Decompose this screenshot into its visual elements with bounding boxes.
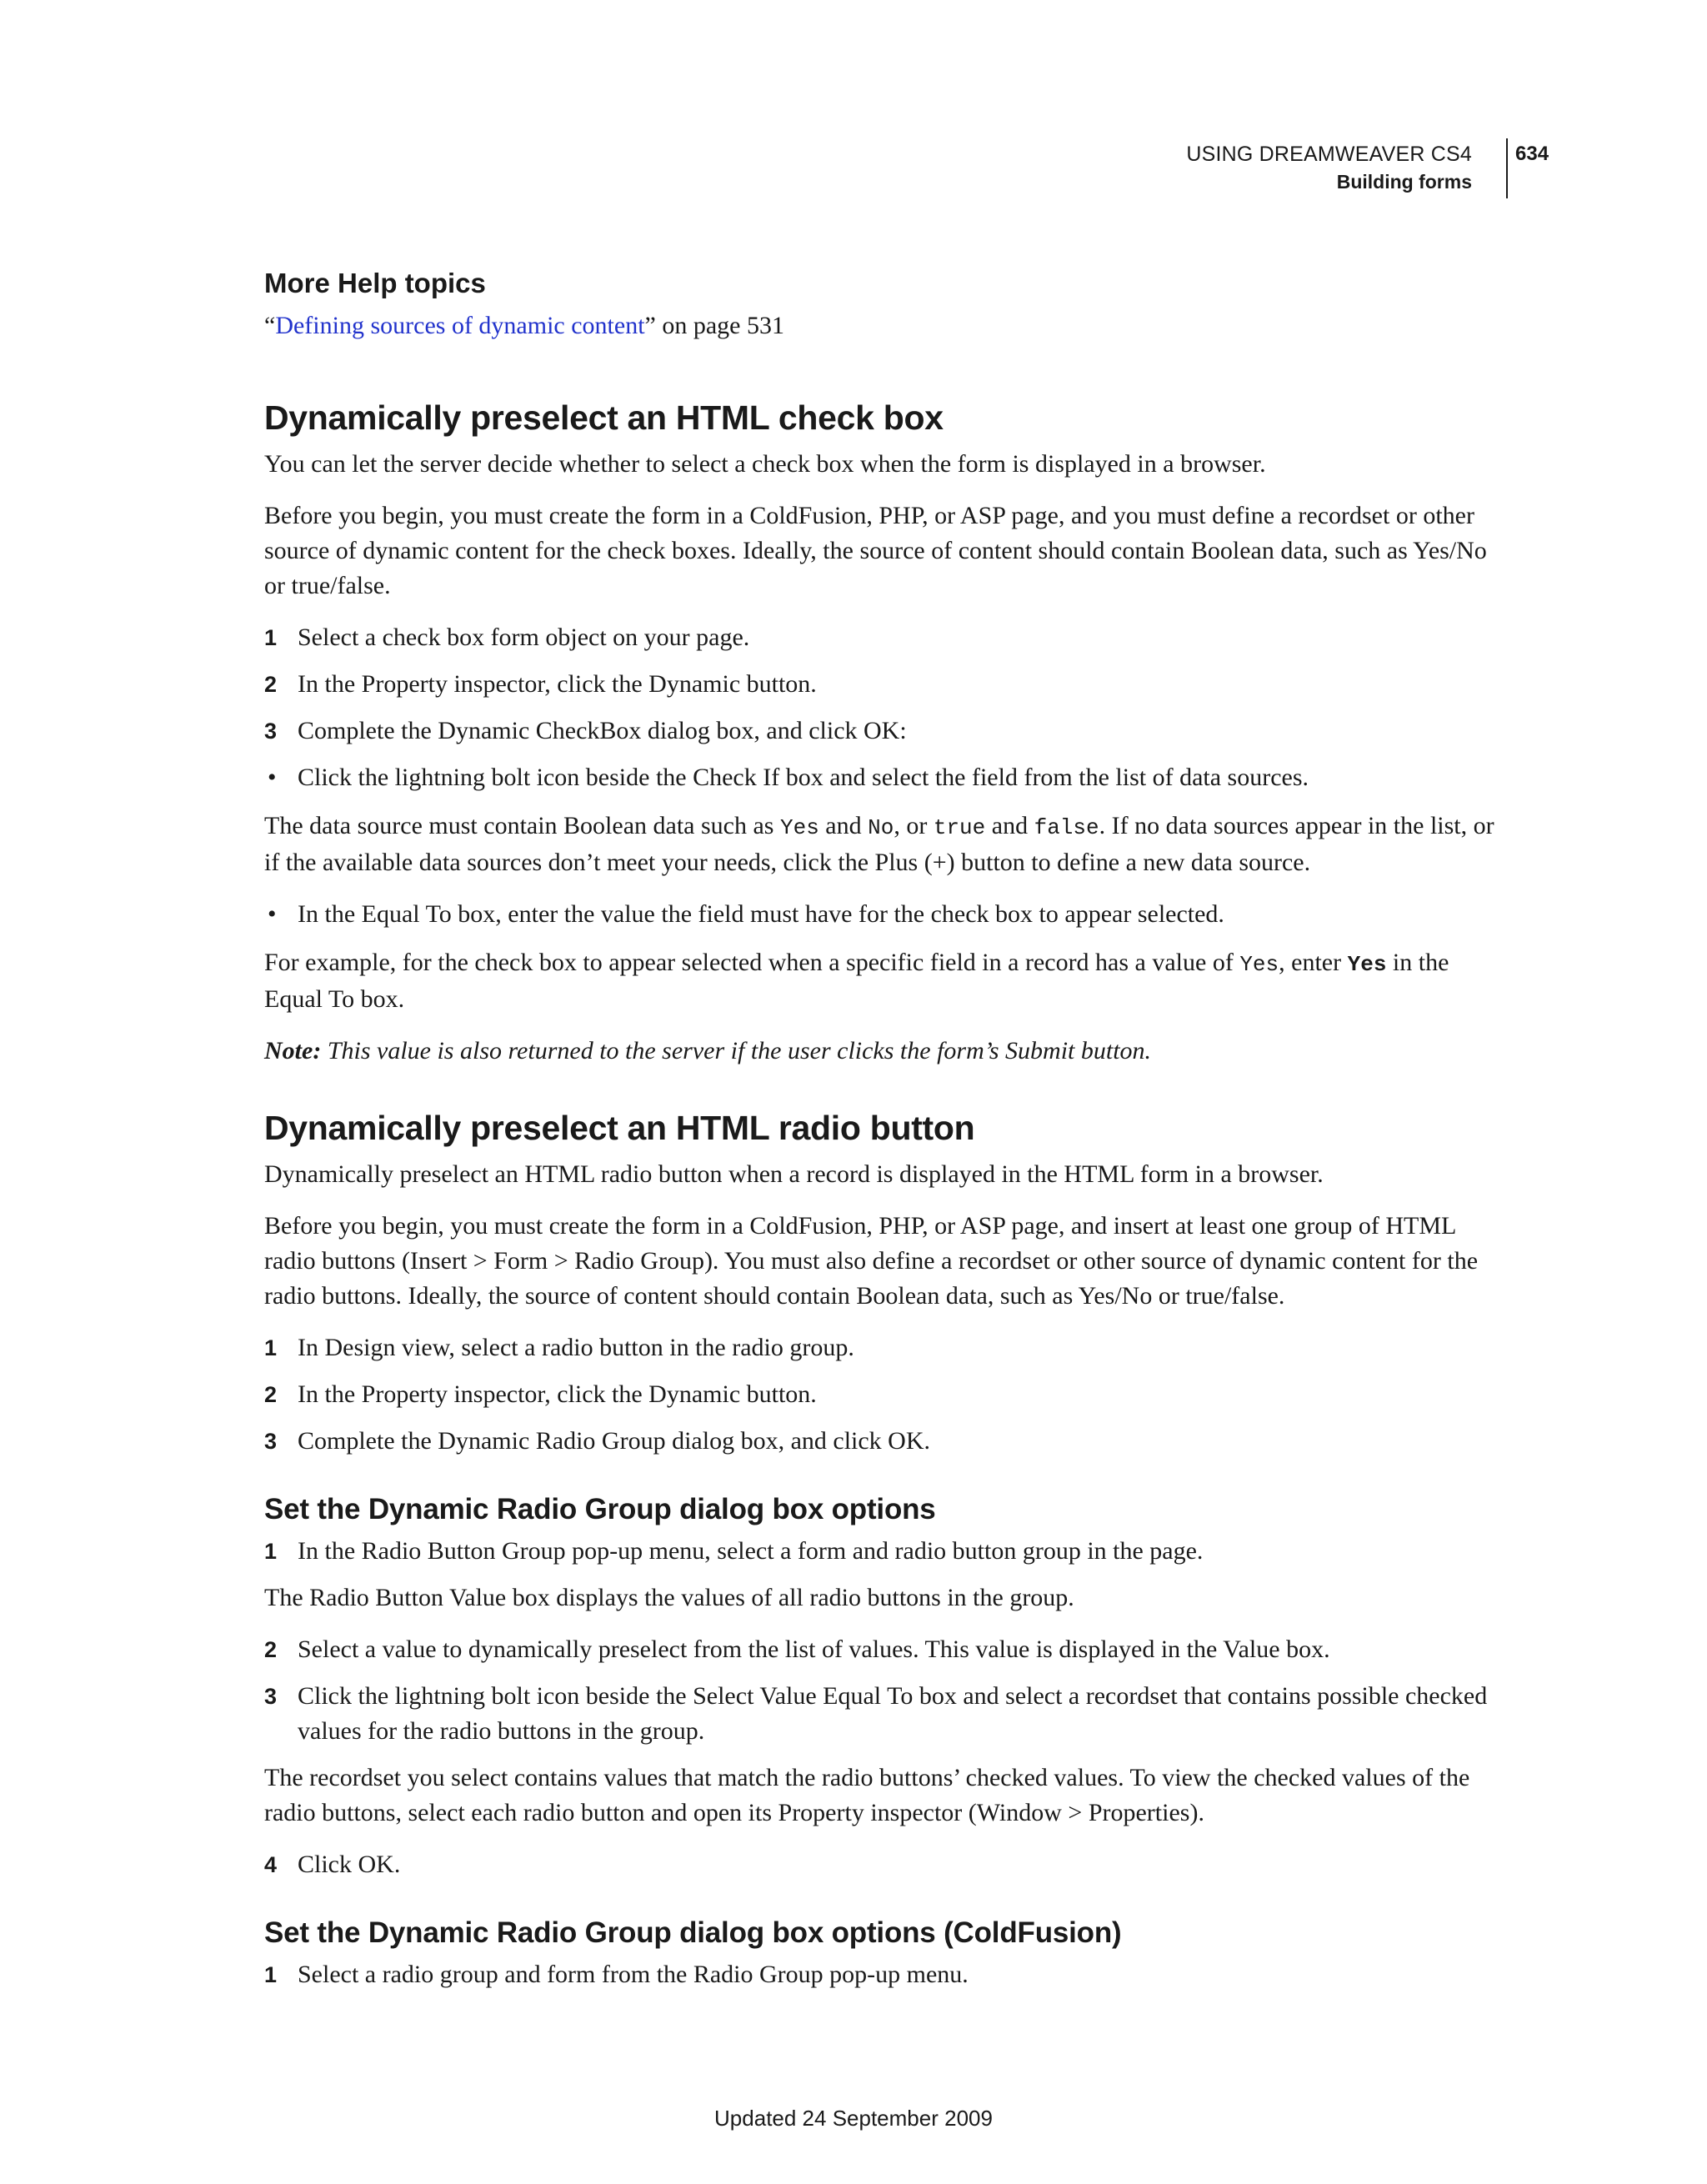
code-no: No	[868, 815, 894, 840]
step-number: 1	[264, 1539, 278, 1564]
code-true: true	[933, 815, 986, 840]
checkbox-bullet-equal-to	[264, 897, 1498, 932]
radio-step-2	[264, 1377, 1498, 1412]
step-text: Select a value to dynamically preselect from the list of values. This value is displayed in the Value box.	[298, 1635, 1330, 1663]
checkbox-step-2	[264, 667, 1498, 702]
running-header	[1186, 140, 1472, 195]
page-reference: ” on page 531	[644, 312, 784, 339]
header-divider	[1506, 138, 1508, 198]
more-help-heading: More Help topics	[264, 268, 486, 298]
checkbox-before-you-begin: Before you begin, you must create the form in a ColdFusion, PHP, or ASP page, and you must define a recordset or other source of dynamic content for the check boxes. Ideally, the source of content should contain Boolean data, such as Yes/No or true/false.	[264, 502, 1487, 599]
step-number: 1	[264, 1335, 278, 1360]
options-step-2	[264, 1632, 1498, 1667]
checkbox-bullet-check-if	[264, 760, 1498, 795]
bullet-dot: •	[268, 900, 277, 928]
dynamic-content-link[interactable]: Defining sources of dynamic content	[275, 312, 645, 339]
book-title: USING DREAMWEAVER CS4	[1186, 143, 1472, 166]
step-text: In the Radio Button Group pop-up menu, select a form and radio button group in the page.	[298, 1537, 1204, 1565]
step-number: 3	[264, 1429, 278, 1454]
text-run: The data source must contain Boolean data such as	[264, 812, 780, 839]
step-number: 2	[264, 1382, 278, 1407]
bullet-text: In the Equal To box, enter the value the field must have for the check box to appear selected.	[298, 900, 1224, 928]
checkbox-intro: You can let the server decide whether to select a check box when the form is displayed in a browser.	[264, 450, 1266, 478]
step-number: 2	[264, 672, 278, 697]
radio-intro: Dynamically preselect an HTML radio button when a record is displayed in the HTML form in a browser.	[264, 1160, 1324, 1188]
radio-step-3	[264, 1424, 1498, 1459]
checkbox-step-3	[264, 714, 1498, 749]
data-source-paragraph	[264, 809, 1498, 880]
step-number: 3	[264, 719, 278, 744]
coldfusion-section-heading: Set the Dynamic Radio Group dialog box options (ColdFusion)	[264, 1916, 1122, 1949]
code-yes: Yes	[779, 815, 819, 840]
bullet-text: Click the lightning bolt icon beside the Check If box and select the field from the list of data sources.	[298, 764, 1309, 791]
step-text: Click the lightning bolt icon beside the Select Value Equal To box and select a recordset that contains possible checked values for the radio buttons in the group.	[298, 1682, 1488, 1745]
step-number: 3	[264, 1684, 278, 1709]
step-text: In Design view, select a radio button in the radio group.	[298, 1334, 854, 1361]
step-text: Complete the Dynamic CheckBox dialog box, and click OK:	[298, 717, 907, 744]
note-text: This value is also returned to the server if the user clicks the form’s Submit button.	[321, 1037, 1152, 1064]
radio-before-you-begin: Before you begin, you must create the form in a ColdFusion, PHP, or ASP page, and insert at least one group of HTML radio buttons (Insert > Form > Radio Group). You must also define a recordset or other source of dynamic content for the radio buttons. Ideally, the source of content should contain Boolean data, such as Yes/No or true/false.	[264, 1212, 1479, 1310]
bullet-dot: •	[268, 764, 277, 791]
page-content	[264, 265, 1498, 2004]
step-number: 1	[264, 1962, 278, 1987]
example-paragraph	[264, 945, 1498, 1017]
text-run: , enter	[1279, 949, 1348, 976]
footer-updated-date: Updated 24 September 2009	[714, 2106, 993, 2131]
more-help-reference	[264, 308, 1498, 343]
value-box-paragraph: The Radio Button Value box displays the values of all radio buttons in the group.	[264, 1584, 1074, 1611]
open-quote: “	[264, 312, 276, 339]
text-run: and	[985, 812, 1034, 839]
code-yes-enter: Yes	[1347, 952, 1387, 977]
options-step-4	[264, 1847, 1498, 1882]
step-text: Complete the Dynamic Radio Group dialog box, and click OK.	[298, 1427, 931, 1455]
note-paragraph	[264, 1034, 1498, 1069]
options-step-1	[264, 1534, 1498, 1569]
text-run: For example, for the check box to appear selected when a specific field in a record has a value of	[264, 949, 1240, 976]
step-text: In the Property inspector, click the Dynamic button.	[298, 1380, 817, 1408]
options-section-heading: Set the Dynamic Radio Group dialog box options	[264, 1493, 936, 1525]
code-yes-value: Yes	[1239, 952, 1279, 977]
checkbox-section-heading: Dynamically preselect an HTML check box	[264, 398, 944, 437]
text-run: . If no data sources appear in the list, or if the available data sources don’t meet your needs, click the Plus (+) button to define a new data source.	[264, 812, 1494, 876]
step-text: Select a check box form object on your page.	[298, 624, 750, 651]
coldfusion-step-1	[264, 1957, 1498, 1992]
code-false: false	[1034, 815, 1099, 840]
radio-section-heading: Dynamically preselect an HTML radio button	[264, 1109, 975, 1147]
radio-step-1	[264, 1330, 1498, 1365]
options-step-3	[264, 1679, 1498, 1749]
page-number: 634	[1515, 143, 1549, 165]
text-run: in the Equal To box.	[264, 949, 1449, 1013]
step-text: Select a radio group and form from the Radio Group pop-up menu.	[298, 1961, 969, 1988]
checkbox-step-1	[264, 620, 1498, 655]
chapter-title: Building forms	[1336, 171, 1472, 193]
step-number: 2	[264, 1637, 278, 1662]
text-run: , or	[894, 812, 934, 839]
step-text: In the Property inspector, click the Dynamic button.	[298, 670, 817, 698]
step-number: 4	[264, 1852, 278, 1877]
text-run: and	[818, 812, 869, 839]
step-number: 1	[264, 625, 278, 650]
recordset-paragraph: The recordset you select contains values that match the radio buttons’ checked values. To view the checked values of the radio buttons, select each radio button and open its Property inspector (Window > Properties).	[264, 1764, 1470, 1826]
note-label: Note:	[264, 1037, 322, 1064]
step-text: Click OK.	[298, 1851, 401, 1878]
